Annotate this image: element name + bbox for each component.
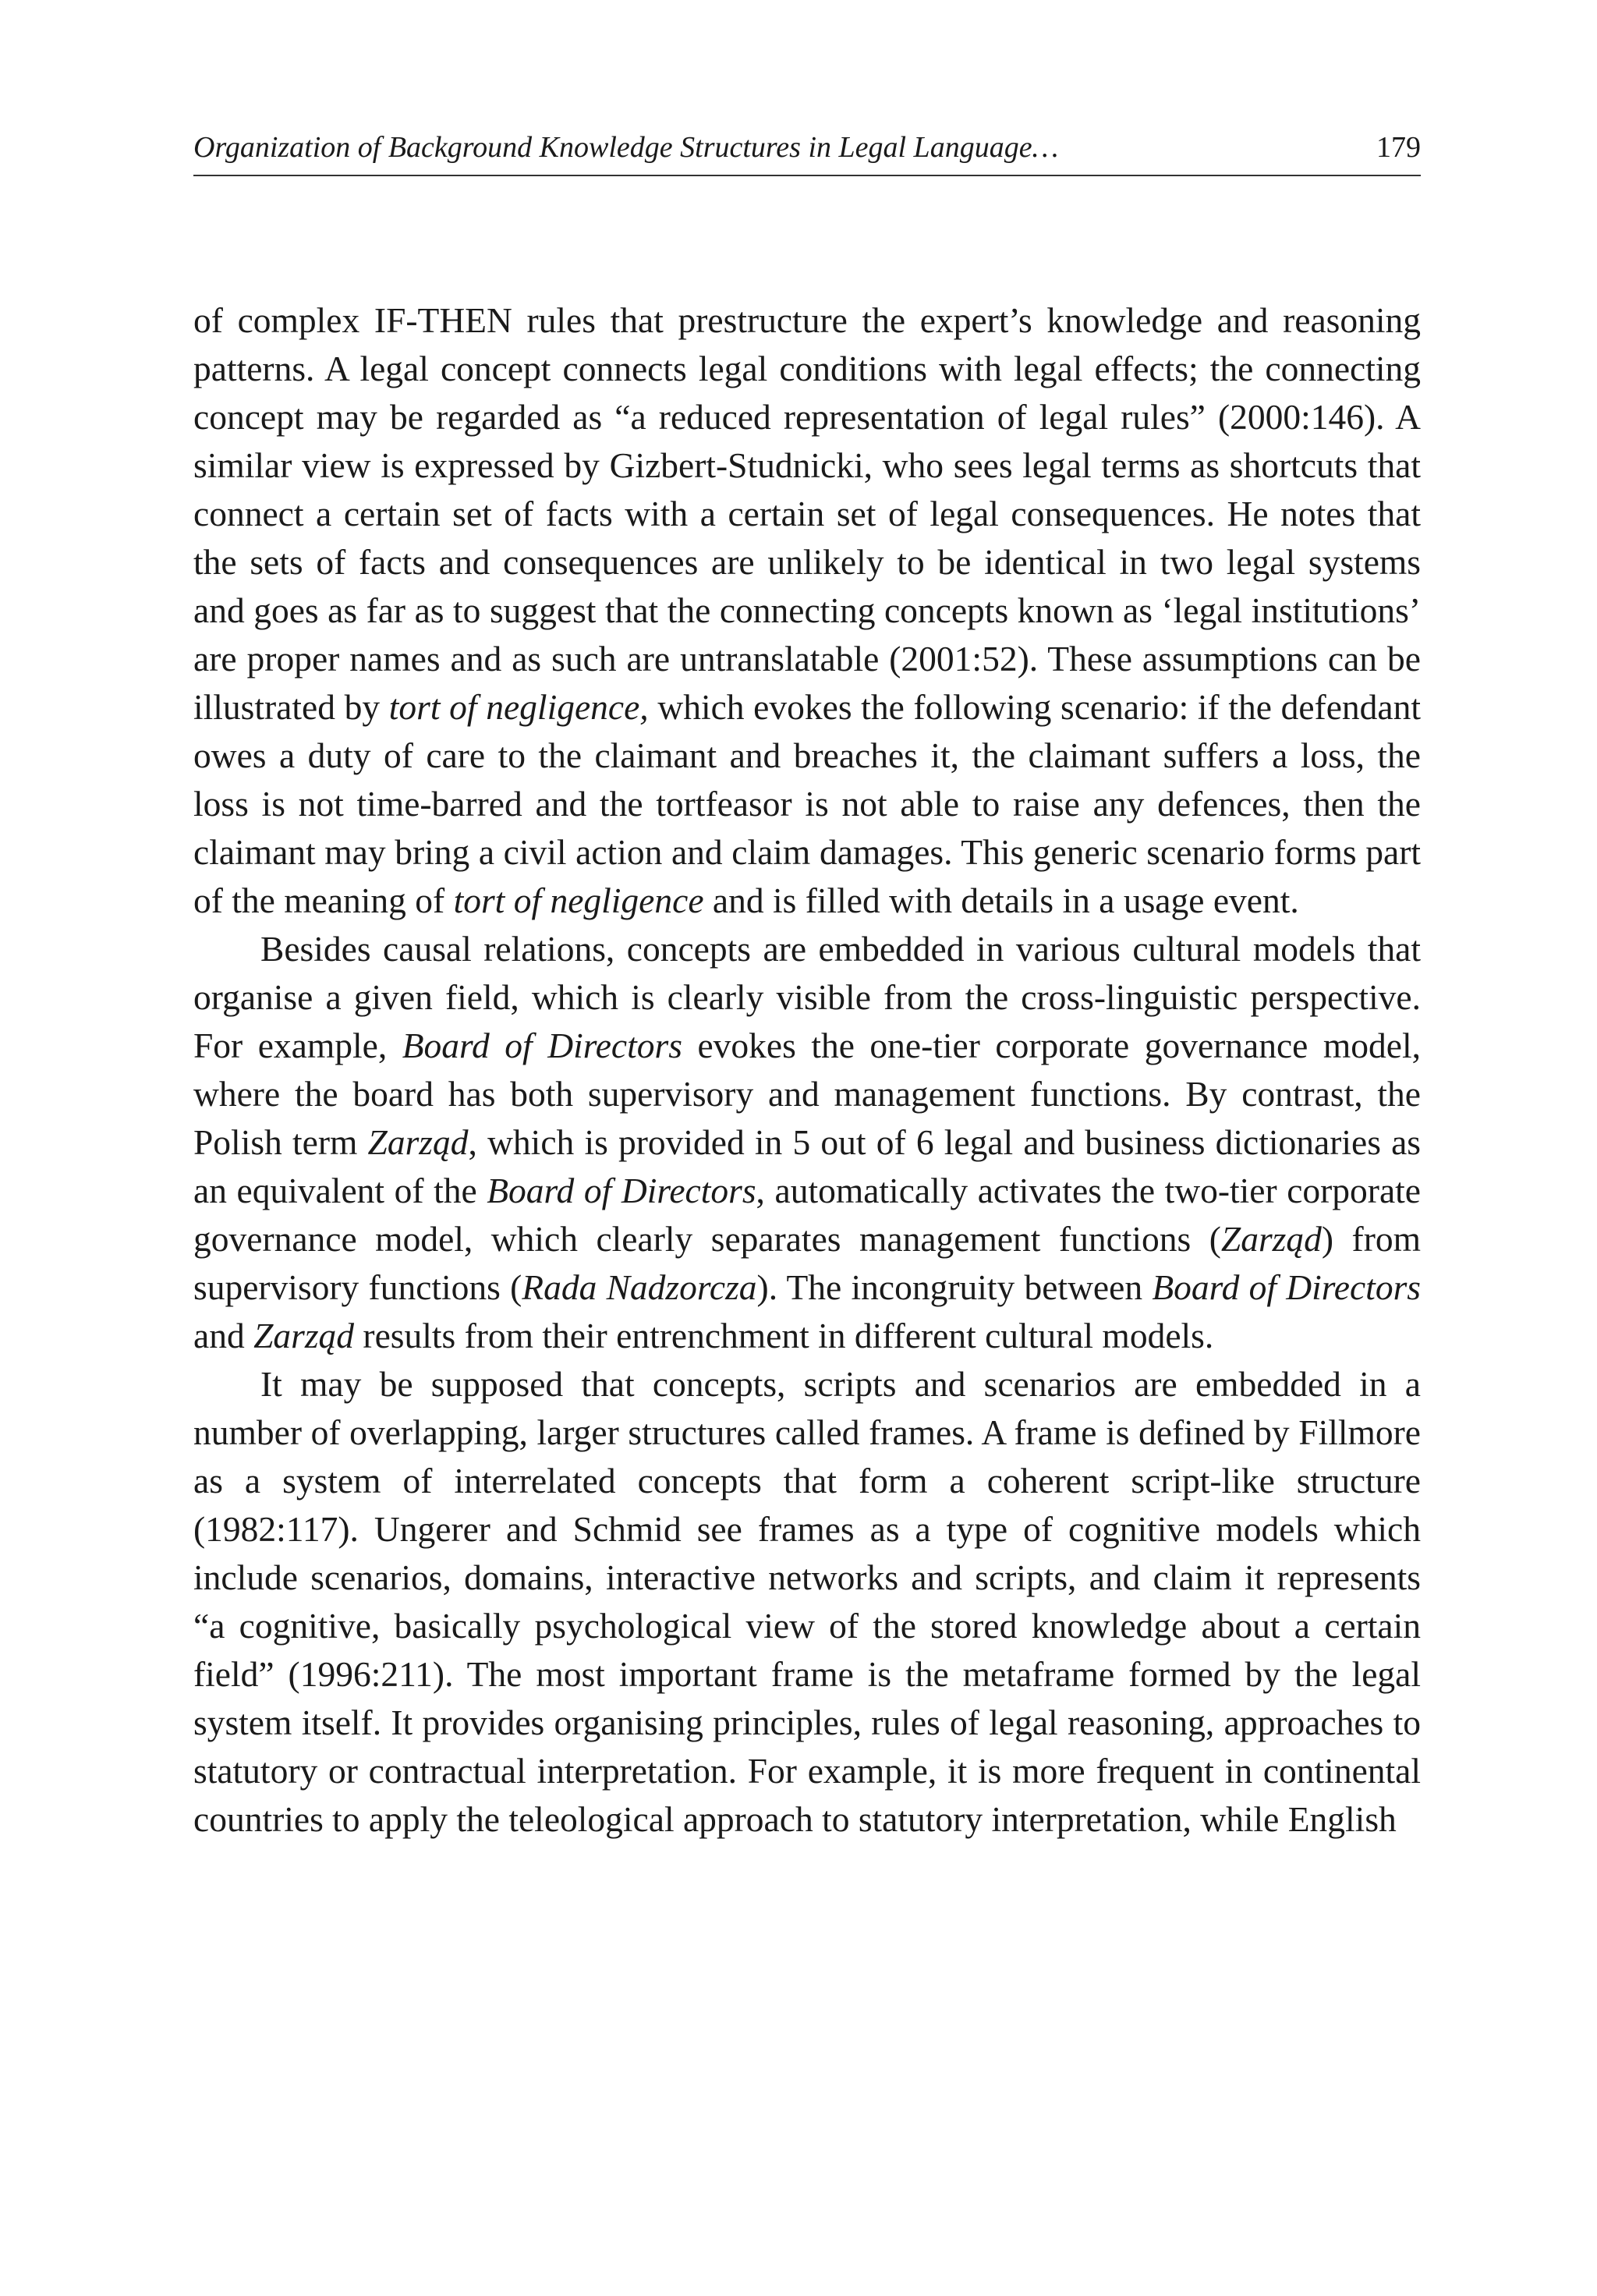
paragraph-1 (193, 296, 1421, 925)
italic-term: Board of Directors (402, 1026, 682, 1065)
italic-term: Board of Directors (1152, 1267, 1421, 1307)
italic-term: Zarząd (1220, 1219, 1322, 1259)
italic-term: Rada Nadzorcza (522, 1267, 757, 1307)
running-header-title: Organization of Background Knowledge Structures in Legal Language… (193, 131, 1059, 164)
italic-term: Zarząd (367, 1122, 469, 1162)
text-run: It may be supposed that concepts, scripts and scenarios are embedded in a number of overlapping, larger structures called frames. A frame is defined by Fillmore as a system of interrelated concepts that form a coherent script-like structure (1982:117). Ungerer and Schmid see frames as a type of cognitive models which include scenarios, domains, interactive networks and scripts, and claim it represents “a cognitive, basically psychological view of the stored knowledge about a certain field” (1996:211). The most important frame is the metaframe formed by the legal system itself. It provides organising principles, rules of legal reasoning, approaches to statutory or contractual interpretation. For example, it is more frequent in continental countries to apply the teleological approach to statutory interpretation, while English (193, 1364, 1421, 1839)
text-run: , automatically activates the two-tier corporate governance model, which clearly separates management functions ( (193, 1171, 1421, 1259)
text-run: and is filled with details in a usage event. (703, 880, 1299, 920)
text-run: , which is provided in 5 out of 6 legal and business dictionaries as an equivalent of the (193, 1122, 1421, 1210)
italic-term: Zarząd (253, 1316, 355, 1355)
text-run: ) from supervisory functions ( (193, 1219, 1421, 1307)
text-run: evokes the one-tier corporate governance model, where the board has both supervisory and management functions. By contrast, the Polish term (193, 1026, 1421, 1162)
running-header (193, 128, 1421, 176)
italic-term: tort of negligence, (388, 687, 649, 727)
text-run: results from their entrenchment in different cultural models. (354, 1316, 1214, 1355)
body-text (193, 296, 1421, 1844)
text-run: which evokes the following scenario: if the defendant owes a duty of care to the claimant and breaches it, the claimant suffers a loss, the loss is not time-barred and the tortfeasor is not able to raise any defences, then the claimant may bring a civil action and claim damages. This generic scenario forms part of the meaning of (193, 687, 1421, 920)
text-run: ). The incongruity between (756, 1267, 1153, 1307)
paragraph-2 (193, 925, 1421, 1360)
italic-term: Board of Directors (487, 1171, 756, 1210)
page-number: 179 (1376, 131, 1421, 164)
paragraph-3 (193, 1360, 1421, 1844)
text-run: of complex IF-THEN rules that prestructure the expert’s knowledge and reasoning patterns. A legal concept connects legal conditions with legal effects; the connecting concept may be regarded as “a reduced representation of legal rules” (2000:146). A similar view is expressed by Gizbert-Studnicki, who sees legal terms as shortcuts that connect a certain set of facts with a certain set of legal consequences. He notes that the sets of facts and consequences are unlikely to be identical in two legal systems and goes as far as to suggest that the connecting concepts known as ‘legal institutions’ are proper names and as such are untranslatable (2001:52). These assumptions can be illustrated by (193, 300, 1421, 727)
text-run: and (193, 1316, 254, 1355)
italic-term: tort of negligence (453, 880, 704, 920)
text-run: Besides causal relations, concepts are embedded in various cultural models that organise a given field, which is clearly visible from the cross-linguistic perspective. For example, (193, 929, 1421, 1065)
